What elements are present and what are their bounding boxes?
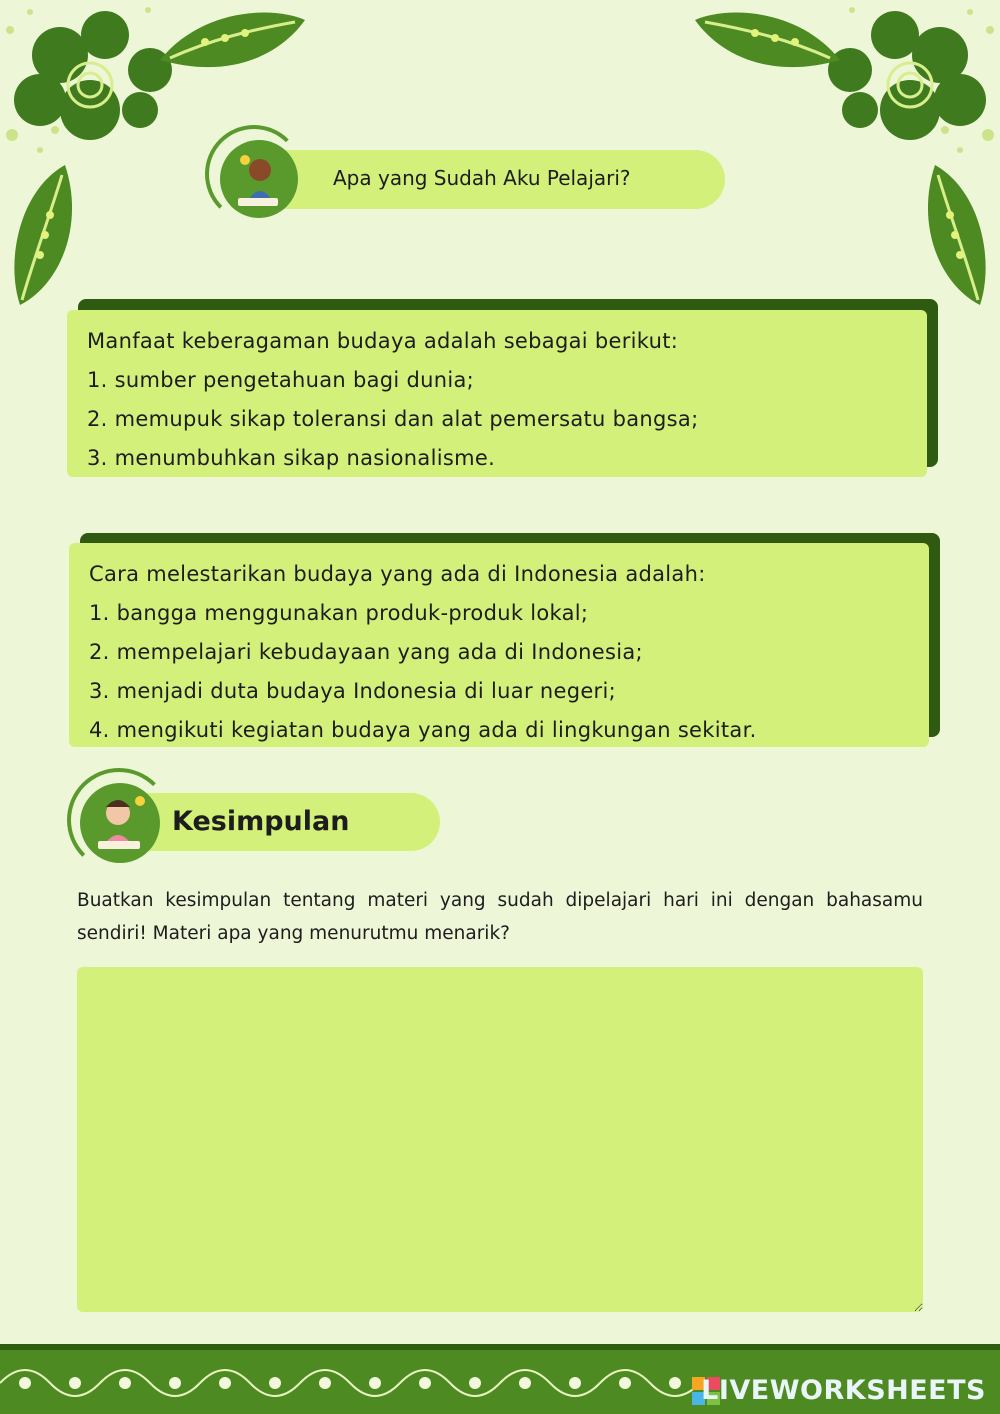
section-title-learned: Apa yang Sudah Aku Pelajari?	[333, 166, 631, 190]
student-reading-icon	[220, 140, 298, 218]
student-idea-icon	[80, 783, 160, 863]
card-line: 2. mempelajari kebudayaan yang ada di Indonesia;	[89, 640, 643, 664]
card-line: Cara melestarikan budaya yang ada di Indonesia adalah:	[89, 562, 706, 586]
preservation-card	[69, 543, 929, 747]
card-line: 1. bangga menggunakan produk-produk lokal;	[89, 601, 589, 625]
benefits-card	[67, 310, 927, 477]
card-line: 2. memupuk sikap toleransi dan alat pemersatu bangsa;	[87, 407, 699, 431]
card-line: Manfaat keberagaman budaya adalah sebagai berikut:	[87, 329, 679, 353]
card-line: 3. menjadi duta budaya Indonesia di luar negeri;	[89, 679, 616, 703]
conclusion-answer-input[interactable]	[77, 967, 923, 1312]
card-line: 4. mengikuti kegiatan budaya yang ada di lingkungan sekitar.	[89, 718, 757, 742]
instruction-text: Buatkan kesimpulan tentang materi yang sudah dipelajari hari ini dengan bahasamu sendiri! Materi apa yang menurutmu menarik?	[77, 890, 923, 944]
liveworksheets-watermark: LIVEWORKSHEETS	[701, 1375, 986, 1406]
card-line: 3. menumbuhkan sikap nasionalisme.	[87, 446, 496, 470]
student-reading-avatar	[220, 140, 298, 218]
section-title-conclusion: Kesimpulan	[172, 806, 350, 837]
footer-border	[0, 1344, 1000, 1350]
leaf-decoration-top-right	[680, 0, 1000, 310]
card-line: 1. sumber pengetahuan bagi dunia;	[87, 368, 475, 392]
student-reading-avatar	[80, 783, 160, 863]
